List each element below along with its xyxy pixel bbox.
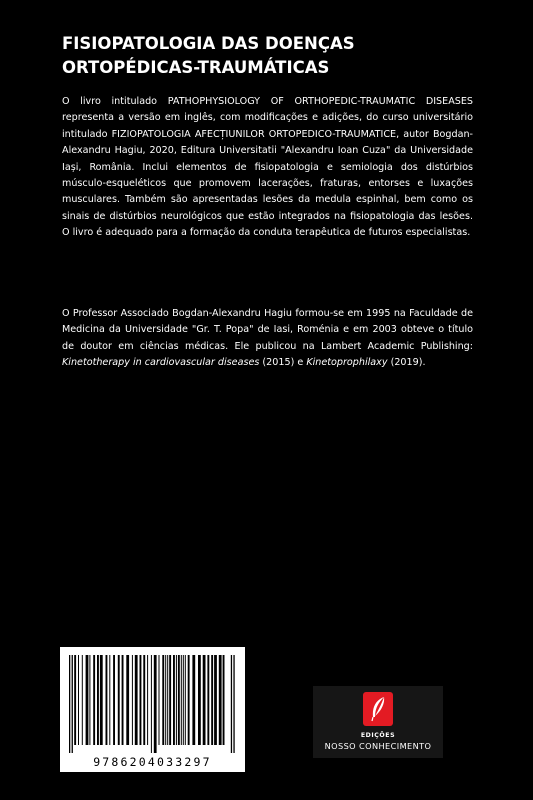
barcode-bar [178,655,180,745]
book-description: O livro intitulado PATHOPHYSIOLOGY OF ORTHOPEDIC-TRAUMATIC DISEASES representa a versão em inglês, com modificações e adições, do curso universitário intitulado FIZIOPATOLOGIA AFECȚIUNILOR ORTOPEDICO-TRAUMATICE, autor Bogdan-Alexandru Hagiu, 2020, Editura Universitatii "Alexandru Ioan Cuza" da Universidade Iași, România. Inclui elementos de fisiopatologia e semiologia dos distúrbios músculo-esqueléticos que promovem lacerações, fraturas, entorses e luxações musculares. Também são apresentadas lesões da medula espinhal, bem como os sinais de distúrbios neurológicos que estão integrados na fisiopatologia das lesões. O livro é adequado para a formação da conduta terapêutica de futuros especialistas. [62,96,473,239]
book-title-kinetotherapy: Kinetotherapy in cardiovascular diseases [62,357,260,369]
barcode-bar [72,655,73,753]
barcode-bar [173,655,175,745]
barcode-bar [219,655,222,745]
barcode-bar [86,655,89,745]
author-bio [62,306,473,372]
barcode-bar [78,655,79,745]
barcode-digits: 9786204033297 [93,755,212,769]
barcode-bar [165,655,166,745]
barcode-bar [211,655,213,745]
barcode-bar [140,655,142,745]
barcode-bars [69,655,236,753]
barcode-bar [147,655,148,745]
barcode-bar [233,655,234,753]
barcode-bar [159,655,160,745]
barcode-bar [100,655,103,745]
barcode-bar [151,655,152,753]
book-title-line-2: ORTOPÉDICAS-TRAUMÁTICAS [62,58,330,77]
barcode-bar [223,655,225,745]
book-year-2019: (2019). [387,357,426,369]
barcode-bar [113,655,115,745]
book-title-kinetoprophilaxy: Kinetoprophilaxy [306,357,388,369]
publisher-logo [313,686,443,758]
barcode-bar [203,655,206,745]
barcode-bar [122,655,124,745]
barcode-bar [118,655,120,745]
barcode-bar [185,655,186,745]
barcode-bar [109,655,110,745]
barcode-bar [188,655,190,745]
barcode-bar [74,655,76,745]
barcode-bar [192,655,195,745]
quill-icon [363,692,393,726]
barcode-bar [214,655,217,745]
barcode-bar [97,655,99,745]
publisher-name-line-1: EDIÇÕES [360,732,396,739]
barcode-bar [93,655,95,745]
barcode-bar [176,655,177,745]
barcode-bar [181,655,182,745]
barcode-bar [154,655,157,753]
barcode-bar [167,655,168,745]
barcode-bar [183,655,184,745]
book-title-line-1: FISIOPATOLOGIA DAS DOENÇAS [62,34,355,53]
barcode-bar [162,655,164,745]
barcode-bar [82,655,83,745]
barcode-bar [143,655,145,745]
barcode-bar [169,655,171,745]
author-bio-text: O Professor Associado Bogdan-Alexandru Hagiu formou-se em 1995 na Faculdade de Medicina da Universidade "Gr. T. Popa" de Iasi, Roménia e em 2003 obteve o título de doutor em ciências médicas. Ele publicou na Lambert Academic Publishing: [62,308,473,352]
publisher-name-line-2: NOSSO CONHECIMENTO [324,741,432,751]
barcode-bar [126,655,129,745]
book-title [62,32,482,80]
isbn-barcode [60,647,245,772]
book-year-2015: (2015) e [259,357,307,369]
barcode-bar [106,655,108,745]
barcode-bar [135,655,138,745]
barcode-bar [69,655,70,753]
barcode-bar [89,655,90,745]
barcode-bar [207,655,209,745]
barcode-bar [231,655,232,753]
barcode-bar [198,655,201,745]
barcode-bar [132,655,133,745]
